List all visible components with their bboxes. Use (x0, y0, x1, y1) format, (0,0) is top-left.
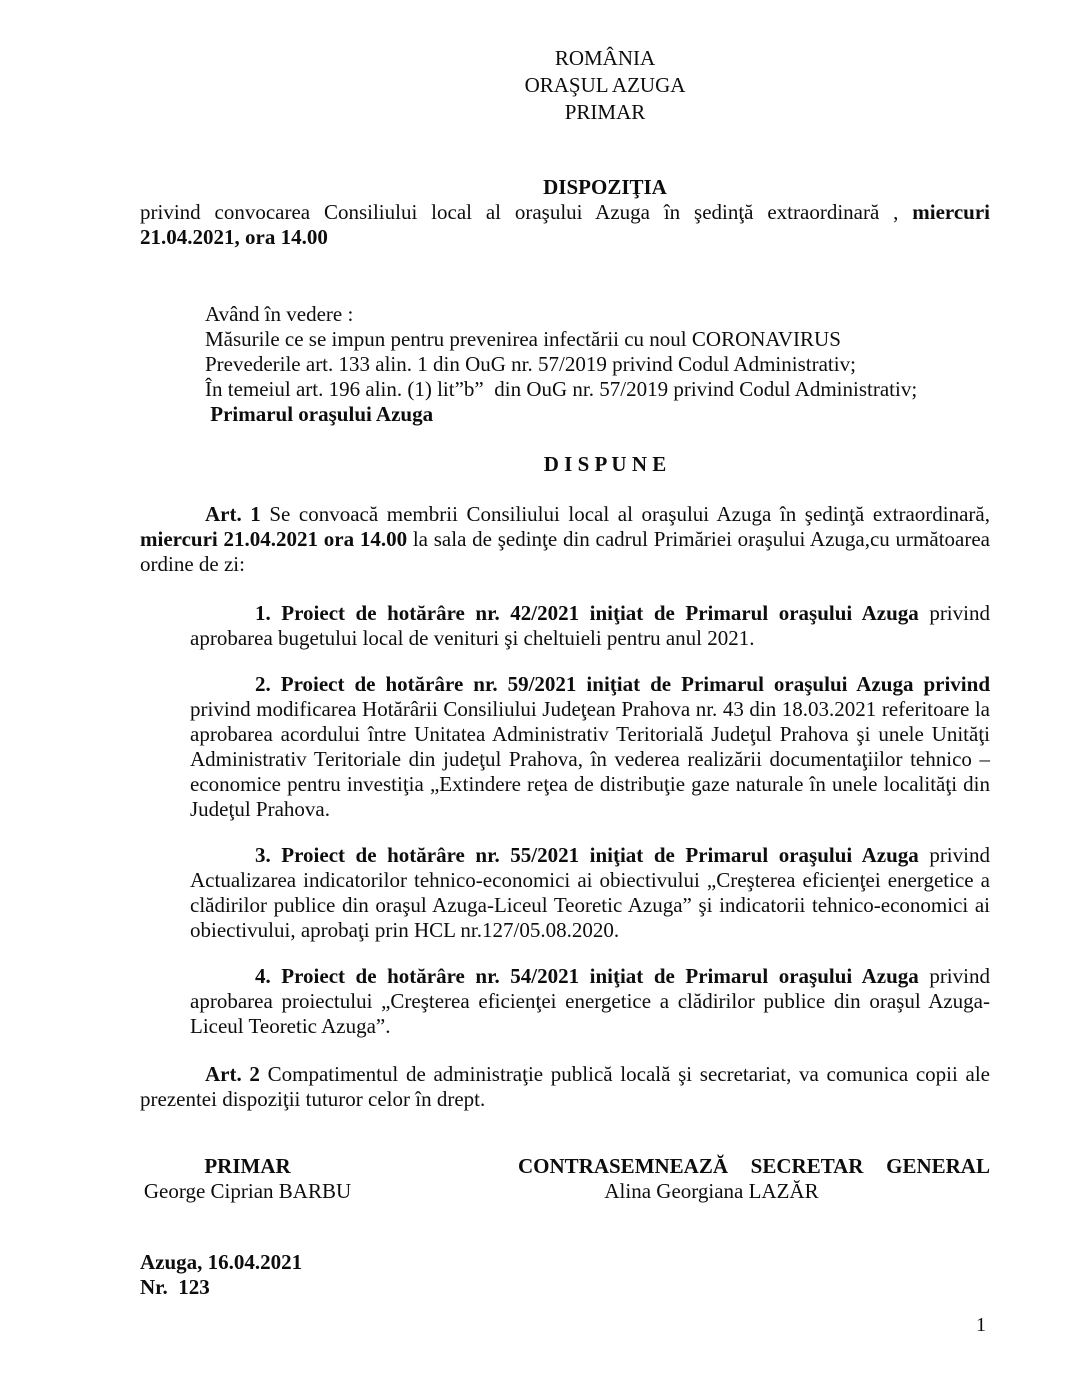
article-2-text: Compatimentul de administraţie publică locală şi secretariat, va comunica copii ale prezentei dispoziţii tuturor celor în drept. (140, 1062, 990, 1111)
header-city: ORAŞUL AZUGA (524, 73, 686, 97)
secretar-word: SECRETAR (750, 1154, 864, 1178)
agenda-item-4-rest: privind aprobarea proiectului „Creşterea eficienţei energetice a clădirilor publice din oraşul Azuga-Liceul Teoretic Azuga”. (190, 964, 990, 1038)
contrasemneaza-word: CONTRASEMNEAZĂ (518, 1154, 729, 1178)
intro-date-bold: miercuri 21.04.2021, ora 14.00 (140, 200, 990, 249)
agenda-item-1 (190, 601, 990, 651)
agenda-item-2 (190, 672, 990, 822)
agenda-item-2-lead: 2. Proiect de hotărâre nr. 59/2021 iniţiat de Primarul oraşului Azuga privind (255, 672, 990, 696)
intro-paragraph (140, 200, 990, 250)
footer-place-date: Azuga, 16.04.2021 (140, 1250, 303, 1274)
signature-row (140, 1154, 990, 1204)
intro-text: privind convocarea Consiliului local al oraşului Azuga în şedinţă extraordinară , (140, 200, 913, 224)
header-country: ROMÂNIA (554, 46, 656, 70)
having-line-4: În temeiul art. 196 alin. (1) lit”b” din OuG nr. 57/2019 privind Codul Administrativ; (205, 377, 918, 401)
agenda-item-1-rest: privind aprobarea bugetului local de venituri şi cheltuieli pentru anul 2021. (190, 601, 990, 650)
agenda-item-2-rest: privind modificarea Hotărârii Consiliului Judeţean Prahova nr. 43 din 18.03.2021 referitoare la aprobarea acordului între Unitatea Administrativ Teritorială Judeţul Prahova şi unele Unităţi Administrativ Teritoriale din judeţul Prahova, în vederea realizării documentaţiilor tehnico – economice pentru investiţia „Extindere reţea de distribuţie gaze naturale în unele localităţi din Judeţul Prahova. (190, 697, 990, 821)
agenda-item-3-rest: privind Actualizarea indicatorilor tehnico-economici ai obiectivului „Creşterea eficienţei energetice a clădirilor publice din oraşul Azuga-Liceul Teoretic Azuga” şi indicatorii tehnico-economici ai obiectivului, aprobaţi prin HCL nr.127/05.08.2020. (190, 843, 990, 942)
agenda-item-4-lead: 4. Proiect de hotărâre nr. 54/2021 iniţiat de Primarul oraşului Azuga (255, 964, 919, 988)
signature-left-title: PRIMAR (204, 1154, 291, 1178)
document-header (140, 45, 990, 126)
header-office: PRIMAR (564, 100, 646, 124)
signature-right-name: Alina Georgiana LAZĂR (604, 1179, 819, 1203)
signature-left-name: George Ciprian BARBU (143, 1179, 352, 1203)
agenda-item-3-lead: 3. Proiect de hotărâre nr. 55/2021 iniţiat de Primarul oraşului Azuga (255, 843, 919, 867)
article-1-label: Art. 1 (205, 502, 261, 526)
general-word: GENERAL (886, 1154, 990, 1178)
having-line-3: Prevederile art. 133 alin. 1 din OuG nr. 57/2019 privind Codul Administrativ; (205, 352, 856, 376)
signature-left-block (140, 1154, 355, 1204)
signature-right-title (518, 1154, 990, 1179)
footer-block (140, 1250, 990, 1300)
agenda-item-3 (190, 843, 990, 943)
article-2-paragraph (140, 1062, 990, 1112)
having-section (205, 302, 990, 427)
footer-number: Nr. 123 (140, 1275, 210, 1299)
having-line-1: Având în vedere : (205, 302, 354, 326)
dispune-heading: D I S P U N E (543, 452, 667, 476)
article-1-paragraph (140, 502, 990, 577)
document-title: DISPOZIŢIA (543, 175, 667, 199)
article-2-label: Art. 2 (205, 1062, 260, 1086)
signature-right-block (518, 1154, 990, 1204)
having-line-2: Măsurile ce se impun pentru prevenirea infectării cu noul CORONAVIRUS (205, 327, 841, 351)
article-1-text-a: Se convoacă membrii Consiliului local al oraşului Azuga în şedinţă extraordinară, (260, 502, 990, 526)
page-number: 1 (976, 1314, 986, 1336)
having-line-5: Primarul oraşului Azuga (205, 402, 434, 426)
article-1-text-b: la sala de şedinţe din cadrul Primăriei oraşului Azuga,cu următoarea ordine de zi: (140, 527, 990, 576)
agenda-item-1-lead: 1. Proiect de hotărâre nr. 42/2021 iniţiat de Primarul oraşului Azuga (255, 601, 919, 625)
agenda-item-4 (190, 964, 990, 1039)
article-1-date-bold: miercuri 21.04.2021 ora 14.00 (140, 527, 408, 551)
